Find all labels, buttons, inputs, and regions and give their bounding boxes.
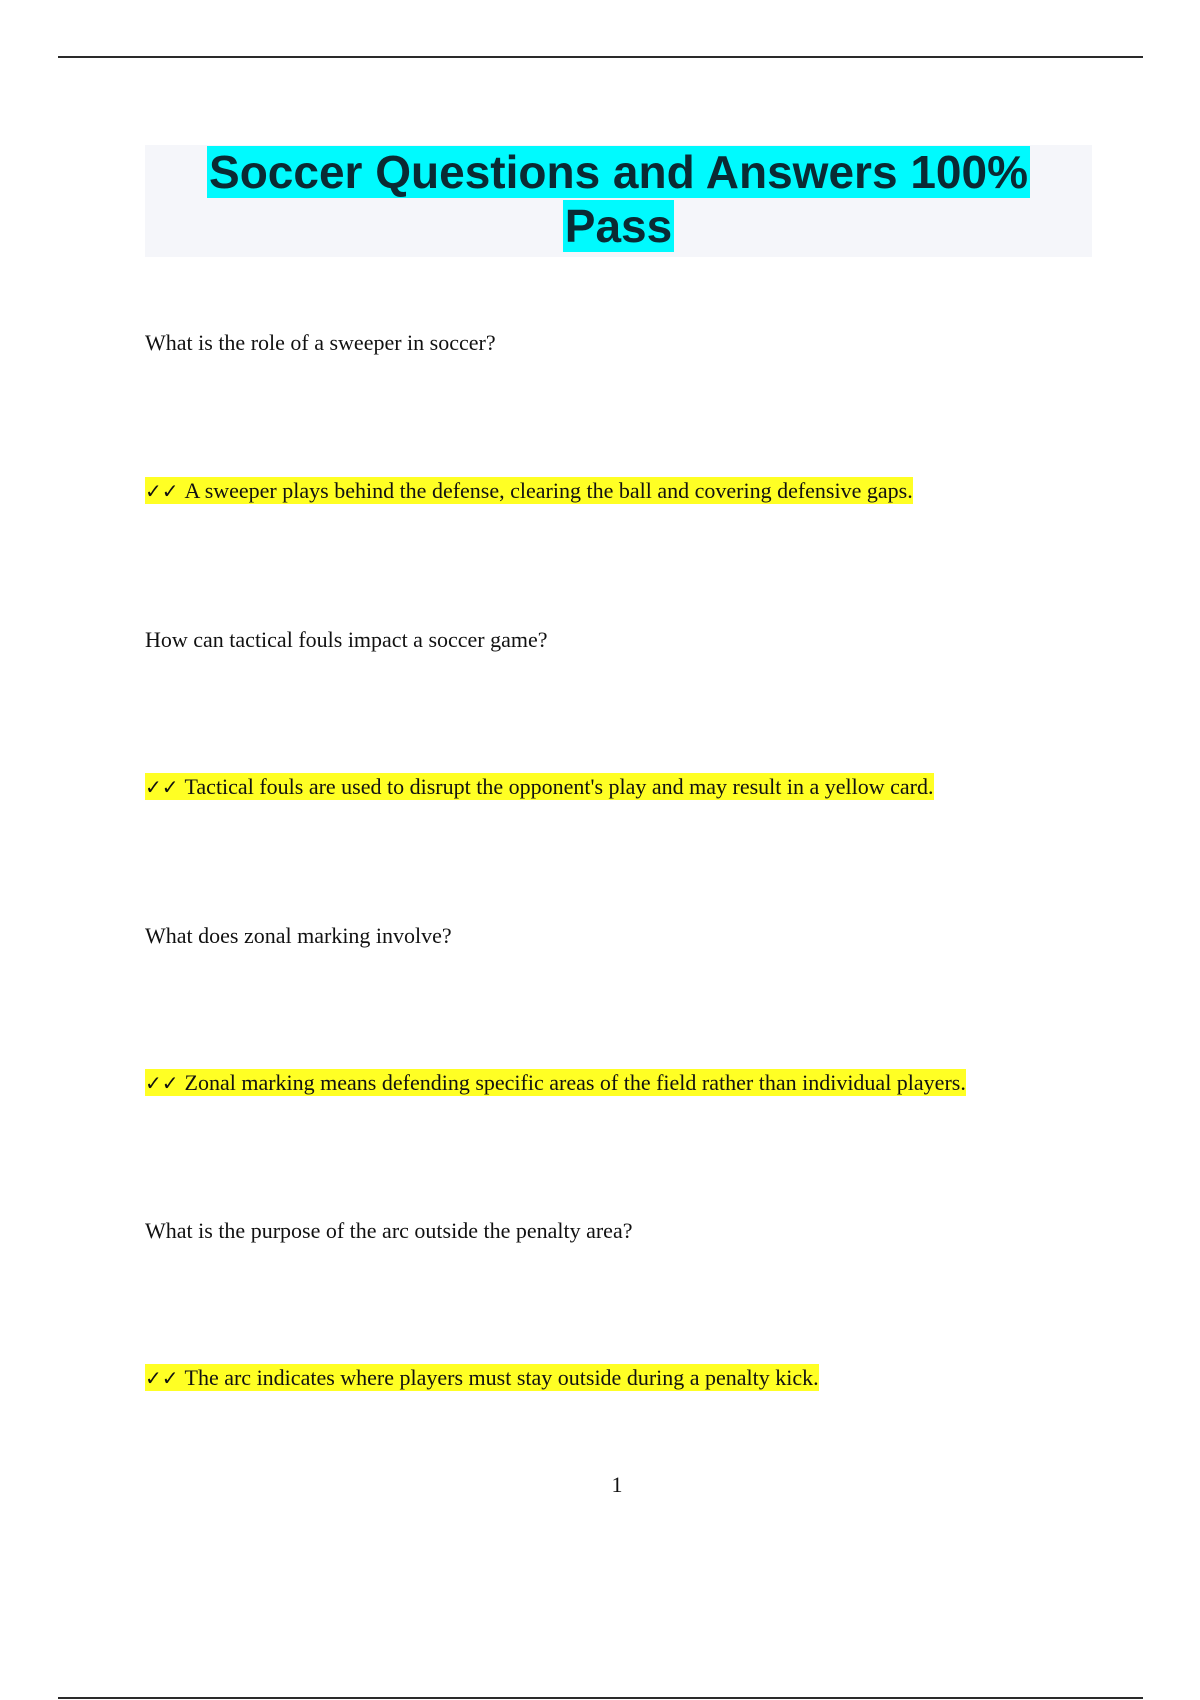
answer-highlight: [145, 1364, 819, 1391]
title-line-2: Pass: [564, 200, 673, 252]
page-number: 1: [611, 1472, 623, 1497]
question-1: What is the role of a sweeper in soccer?: [145, 330, 496, 355]
question-4: What is the purpose of the arc outside the penalty area?: [145, 1218, 633, 1243]
answer-text: The arc indicates where players must stay outside during a penalty kick.: [184, 1365, 819, 1390]
double-check-icon: ✓✓: [145, 479, 179, 503]
answer-2: [145, 772, 934, 802]
title-line-1: Soccer Questions and Answers 100%: [209, 146, 1028, 198]
answer-1: [145, 476, 913, 506]
document-title: [145, 145, 1092, 257]
answer-4: [145, 1363, 819, 1393]
answer-highlight: [145, 773, 934, 800]
answer-text: Tactical fouls are used to disrupt the opponent's play and may result in a yellow card.: [184, 774, 934, 799]
question-2: How can tactical fouls impact a soccer game?: [145, 627, 548, 652]
answer-text: A sweeper plays behind the defense, clearing the ball and covering defensive gaps.: [184, 478, 913, 503]
double-check-icon: ✓✓: [145, 1071, 179, 1095]
footer-rule: [58, 1697, 1143, 1699]
header-rule: [58, 56, 1143, 58]
double-check-icon: ✓✓: [145, 775, 179, 799]
answer-text: Zonal marking means defending specific areas of the field rather than individual players.: [184, 1070, 966, 1095]
question-3: What does zonal marking involve?: [145, 923, 452, 948]
double-check-icon: ✓✓: [145, 1366, 179, 1390]
answer-3: [145, 1068, 966, 1098]
answer-highlight: [145, 477, 913, 504]
answer-highlight: [145, 1069, 966, 1096]
